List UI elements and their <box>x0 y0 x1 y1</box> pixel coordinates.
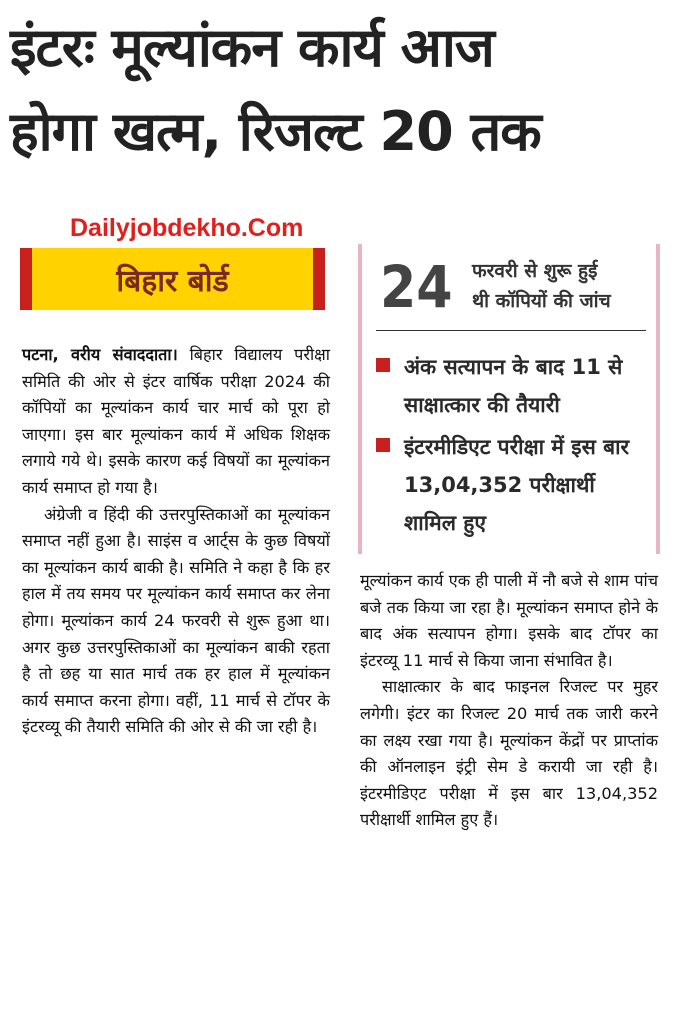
byline: पटना, वरीय संवाददाता। <box>22 345 178 364</box>
section-label-box <box>20 248 325 310</box>
article-paragraph-1-text: बिहार विद्यालय परीक्षा समिति की ओर से इंटर वार्षिक परीक्षा 2024 की कॉपियों का मूल्यांकन कार्य चार मार्च को पूरा हो जाएगा। इस बार मूल्यांकन कार्य में अधिक शिक्षक लगाये गये थे। इसके कारण कई विषयों का मूल्यांकन कार्य समाप्त हो गया है। <box>22 345 330 497</box>
article-paragraph-1 <box>22 342 330 502</box>
big-number: 24 <box>380 253 453 321</box>
headline <box>10 6 670 174</box>
section-label: बिहार बोर्ड <box>116 263 229 299</box>
start-date-text <box>472 256 662 316</box>
highlight-item <box>374 348 654 424</box>
watermark-text: Dailyjobdekho.Com <box>70 214 304 242</box>
start-text-line-1: फरवरी से शुरू हुई <box>472 260 598 282</box>
start-text-line-2: थी कॉपियों की जांच <box>472 290 611 312</box>
headline-line-1: इंटरः मूल्यांकन कार्य आज <box>10 16 494 79</box>
highlight-item-text: अंक सत्यापन के बाद 11 से साक्षात्कार की तैयारी <box>404 355 623 417</box>
article-paragraph-3: मूल्यांकन कार्य एक ही पाली में नौ बजे से शाम पांच बजे तक किया जा रहा है। मूल्यांकन समाप्त होने के बाद अंक सत्यापन होगा। इसके बाद टॉपर का इंटरव्यू 11 मार्च से किया जाना संभावित है। <box>360 571 658 670</box>
article-left-column <box>22 342 330 741</box>
article-paragraph-4: साक्षात्कार के बाद फाइनल रिजल्ट पर मुहर लगेगी। इंटर का रिजल्ट 20 मार्च तक जारी करने का लक्ष्य रखा गया है। मूल्यांकन केंद्रों पर प्राप्तांक की ऑनलाइन इंट्री सेम डे करायी जा रही है। इंटरमीडिएट परीक्षा में इस बार 13,04,352 परीक्षार्थी शामिल हुए हैं। <box>360 677 658 830</box>
highlight-item <box>374 428 654 542</box>
article-paragraph-2: अंग्रेजी व हिंदी की उत्तरपुस्तिकाओं का मूल्यांकन समाप्त नहीं हुआ है। साइंस व आर्ट्स के कुछ विषयों का मूल्यांकन कार्य बाकी है। समिति ने कहा है कि हर हाल में तय समय पर मूल्यांकन कार्य समाप्त कर लेना होगा। मूल्यांकन कार्य 24 फरवरी से शुरू हुआ था। अगर कुछ उत्तरपुस्तिकाओं का मूल्यांकन बाकी रहता है तो छह या सात मार्च तक हर हाल में मूल्यांकन कार्य समाप्त करना होगा। वहीं, 11 मार्च से टॉपर के इंटरव्यू की तैयारी समिति की ओर से की जा रही है। <box>22 504 330 737</box>
highlight-list <box>374 348 654 542</box>
square-bullet-icon <box>376 358 390 372</box>
start-date-callout <box>380 250 642 324</box>
highlights-sidebar <box>358 244 660 554</box>
sidebar-divider <box>376 330 646 331</box>
highlight-item-text: इंटरमीडिएट परीक्षा में इस बार 13,04,352 परीक्षार्थी शामिल हुए <box>404 435 630 535</box>
headline-line-2: होगा खत्म, रिजल्ट 20 तक <box>10 100 541 163</box>
article-right-column <box>360 568 658 834</box>
square-bullet-icon <box>376 438 390 452</box>
